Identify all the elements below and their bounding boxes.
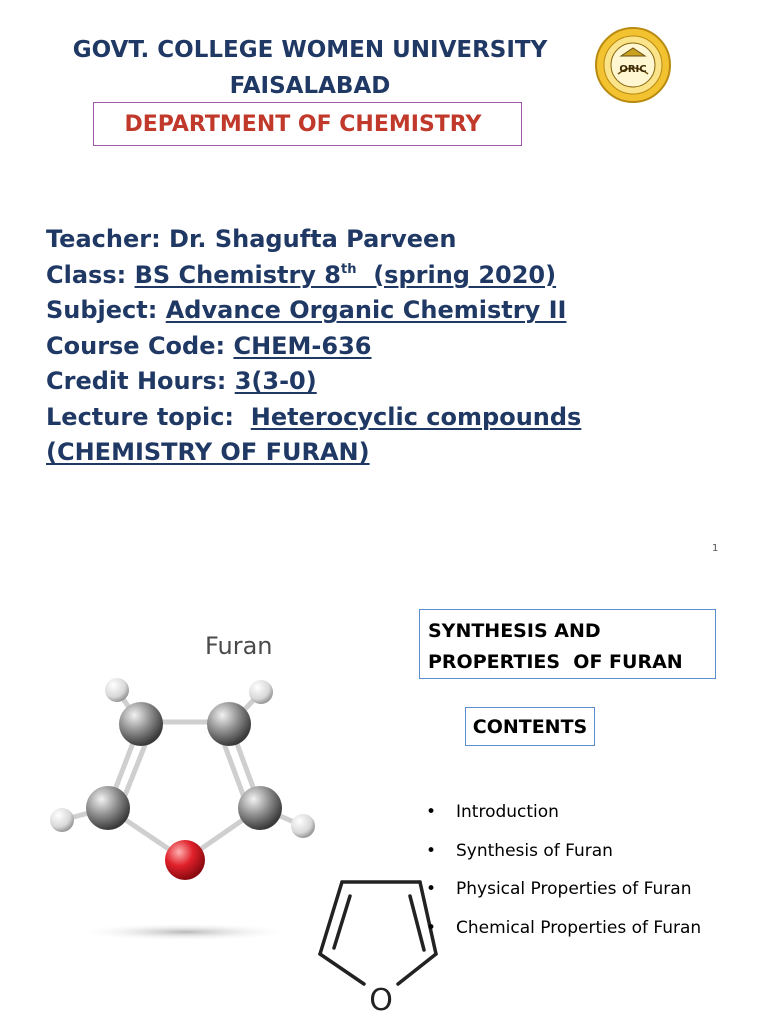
contents-list [424,796,764,950]
credit-hours-label: Credit Hours: [46,367,235,395]
department-title: DEPARTMENT OF CHEMISTRY [124,112,482,137]
bullet-icon: • [426,802,437,822]
list-item-label: Physical Properties of Furan [456,879,692,899]
lecture-topic-value: Heterocyclic compounds [250,402,582,431]
bullet-icon: • [426,917,437,938]
course-info [46,222,606,471]
bullet-icon: • [426,840,437,861]
subject-value: Advance Organic Chemistry II [165,296,567,324]
furan-label: Furan [205,632,273,660]
list-item-label: Synthesis of Furan [456,840,613,861]
lecture-topic-label: Lecture topic: [46,402,251,431]
teacher-value: Dr. Shagufta Parveen [169,225,457,253]
course-code-value: CHEM-636 [233,331,372,360]
course-code-row [46,329,606,365]
lecture-topic-value-line2: (CHEMISTRY OF FURAN) [46,438,370,466]
teacher-row [46,222,606,258]
university-title [60,32,560,104]
class-value-main: BS Chemistry 8 [134,260,341,289]
course-code-label: Course Code: [46,331,234,360]
class-label: Class: [46,260,135,289]
class-value-sup: th [341,261,357,277]
list-item [424,796,764,835]
university-title-line1: GOVT. COLLEGE WOMEN UNIVERSITY [72,37,548,63]
subject-label: Subject: [46,296,166,324]
list-item-label: Chemical Properties of Furan [456,917,702,938]
teacher-label: Teacher: [46,225,170,253]
list-item-label: Introduction [456,802,559,822]
list-item [424,873,764,912]
synthesis-title-line2: PROPERTIES OF FURAN [428,651,683,673]
subject-row [46,293,606,329]
contents-heading: CONTENTS [472,716,588,738]
furan-3d-molecule-image [40,660,340,950]
credit-hours-value: 3(3-0) [234,367,317,395]
synthesis-title [428,616,713,678]
lecture-topic-row [46,400,606,436]
class-value [135,261,557,289]
page-number: 1 [712,543,719,554]
bullet-icon: • [426,879,437,899]
class-value-term: (spring 2020) [356,260,557,289]
oxygen-atom-label: O [369,983,393,1018]
credit-hours-row [46,364,606,400]
class-row [46,258,606,294]
list-item [424,835,764,874]
lecture-topic-row-2 [46,435,606,471]
list-item [424,912,764,951]
synthesis-title-line1: SYNTHESIS AND [428,620,601,642]
university-seal-icon [594,26,672,104]
university-title-line2: FAISALABAD [229,73,391,99]
seal-text: ORIC [619,64,647,75]
